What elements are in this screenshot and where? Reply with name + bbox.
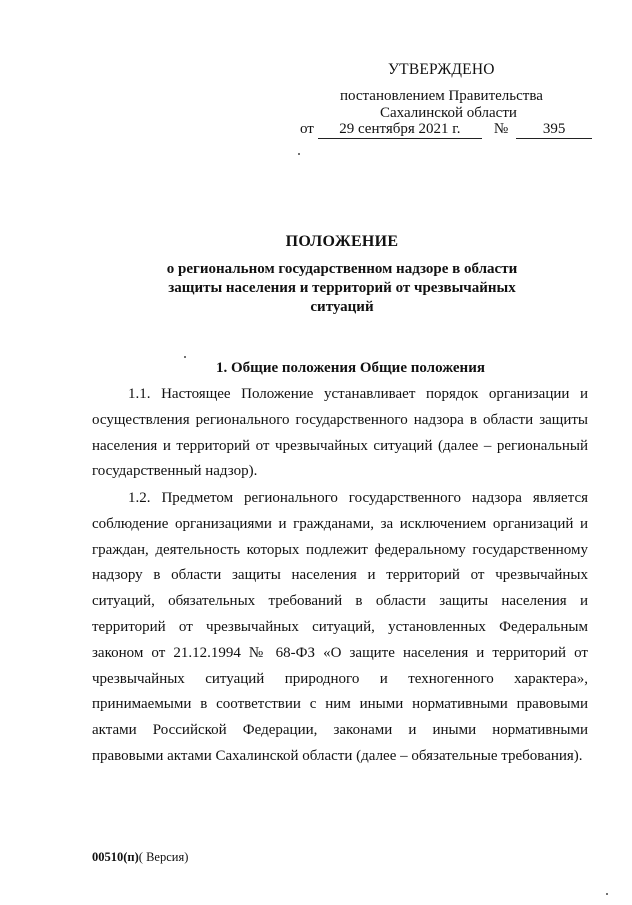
footer-code: 00510(п): [92, 850, 139, 864]
number-label: №: [493, 121, 509, 137]
scan-speck: [298, 153, 300, 155]
footer-version: ( Версия): [138, 850, 189, 864]
approval-number: 395: [516, 121, 592, 139]
scan-speck: [606, 893, 608, 895]
from-label: от: [300, 121, 314, 137]
section-heading: 1. Общие положения Общие положения: [216, 360, 485, 376]
paragraph-1-1: 1.1. Настоящее Положение устанавливает порядок организации и осуществления регионального государственного надзора в области защиты населения и территорий от чрезвычайных ситуаций (далее – региональный государственный надзор).: [92, 386, 588, 480]
document-title: ПОЛОЖЕНИЕ: [285, 233, 399, 250]
approval-stamp-heading: УТВЕРЖДЕНО: [388, 61, 495, 78]
approval-authority-line2: Сахалинской области: [380, 105, 517, 121]
footer-document-code: [92, 850, 188, 865]
scan-speck: [184, 356, 186, 358]
approval-date-row: [300, 121, 592, 139]
paragraph-1-2: 1.2. Предметом регионального государственного надзора является соблюдение организациями и гражданами, за исключением организаций и граждан, деятельность которых подлежит федеральному государственному надзору в области защиты населения и территорий от чрезвычайных ситуаций, обязательных требований в области защиты населения и территорий от чрезвычайных ситуаций, установленных Федеральным законом от 21.12.1994 № 68-ФЗ «О защите населения и территорий от чрезвычайных ситуаций природного и техногенного характера», принимаемыми в соответствии с ним иными нормативными правовыми актами Российской Федерации, законами и иными нормативными правовыми актами Сахалинской области (далее – обязательные требования).: [92, 490, 588, 764]
approval-authority: [300, 88, 580, 122]
approval-authority-line1: постановлением Правительства: [340, 88, 543, 104]
document-subtitle: о региональном государственном надзоре в области защиты населения и территорий от чрезвычайных ситуаций: [166, 261, 518, 315]
approval-date: 29 сентября 2021 г.: [318, 121, 482, 139]
